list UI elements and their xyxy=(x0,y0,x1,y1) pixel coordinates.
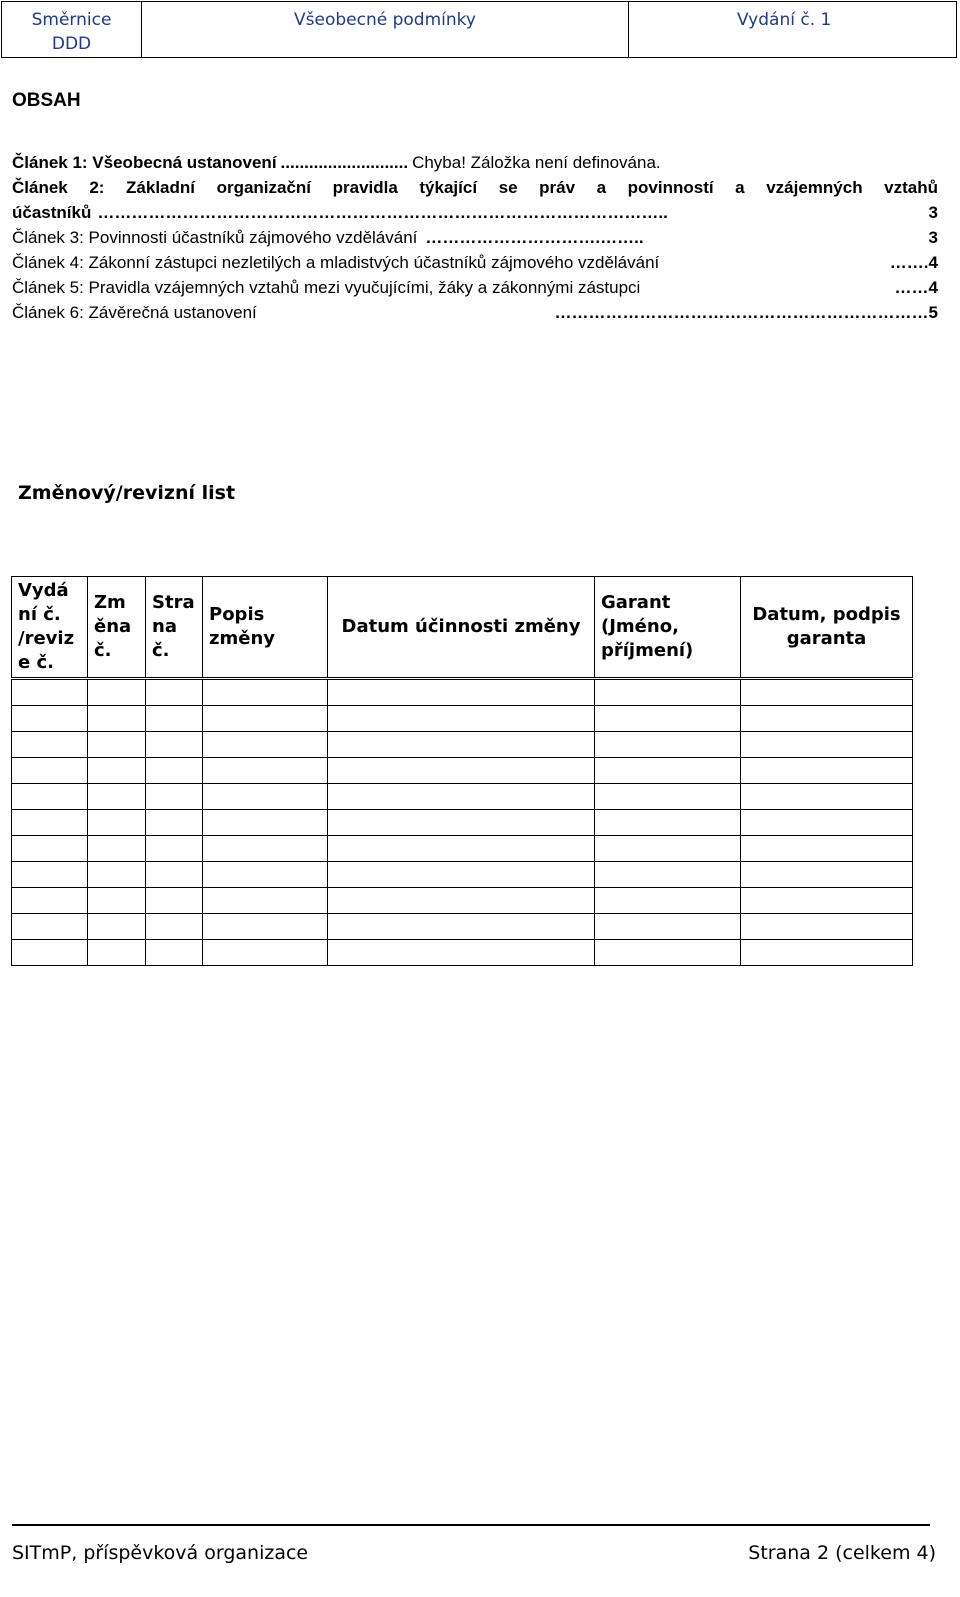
table-row xyxy=(12,862,913,888)
table-cell[interactable] xyxy=(328,862,595,888)
table-cell[interactable] xyxy=(146,914,203,940)
table-row xyxy=(12,784,913,810)
table-cell[interactable] xyxy=(595,810,741,836)
column-header-description: Popis změny xyxy=(203,577,328,679)
toc-item-1-text: Článek 1: Všeobecná ustanovení xyxy=(12,153,277,172)
header-document-type-line1: Směrnice xyxy=(31,10,112,30)
table-cell[interactable] xyxy=(146,706,203,732)
toc-item-4-leader: ……. xyxy=(889,253,929,272)
toc-item-4-page: 4 xyxy=(928,253,938,272)
column-header-guarantor: Garant (Jméno, příjmení) xyxy=(595,577,741,679)
table-cell[interactable] xyxy=(595,940,741,966)
table-cell[interactable] xyxy=(203,810,328,836)
page-header xyxy=(1,1,957,58)
toc-item-5[interactable] xyxy=(12,275,938,300)
table-cell[interactable] xyxy=(146,784,203,810)
table-cell[interactable] xyxy=(741,836,913,862)
toc-item-3[interactable] xyxy=(12,225,938,250)
table-row xyxy=(12,758,913,784)
table-cell[interactable] xyxy=(88,940,146,966)
table-row xyxy=(12,679,913,706)
table-row xyxy=(12,732,913,758)
toc-item-5-text: Článek 5: Pravidla vzájemných vztahů mezi vyučujícími, žáky a zákonnými zástupci xyxy=(12,278,641,297)
toc-item-6-page: 5 xyxy=(928,303,938,322)
table-cell[interactable] xyxy=(12,940,88,966)
table-cell[interactable] xyxy=(595,732,741,758)
table-cell[interactable] xyxy=(12,706,88,732)
column-header-signature: Datum, podpis garanta xyxy=(741,577,913,679)
table-cell[interactable] xyxy=(741,784,913,810)
column-header-change: Zm ěna č. xyxy=(88,577,146,679)
toc-item-6[interactable] xyxy=(12,300,938,325)
table-row xyxy=(12,940,913,966)
table-cell[interactable] xyxy=(88,758,146,784)
table-cell[interactable] xyxy=(146,732,203,758)
table-cell[interactable] xyxy=(12,784,88,810)
table-cell[interactable] xyxy=(203,732,328,758)
footer-divider xyxy=(12,1524,930,1526)
toc-item-4-text: Článek 4: Zákonní zástupci nezletilých a mladistvých účastníků zájmového vzdělávání xyxy=(12,253,660,272)
table-cell[interactable] xyxy=(595,679,741,706)
table-cell[interactable] xyxy=(741,914,913,940)
table-cell[interactable] xyxy=(328,836,595,862)
toc-item-5-leader: …… xyxy=(894,278,929,297)
footer-organization: SITmP, příspěvková organizace xyxy=(12,1542,309,1564)
toc-item-3-page: 3 xyxy=(928,228,938,247)
table-cell[interactable] xyxy=(88,706,146,732)
table-cell[interactable] xyxy=(595,758,741,784)
table-row xyxy=(12,810,913,836)
table-cell[interactable] xyxy=(88,810,146,836)
column-header-effective-date: Datum účinnosti změny xyxy=(328,577,595,679)
toc-item-2[interactable] xyxy=(12,175,938,200)
table-cell[interactable] xyxy=(146,810,203,836)
table-cell[interactable] xyxy=(203,758,328,784)
table-row xyxy=(12,706,913,732)
table-cell[interactable] xyxy=(595,862,741,888)
table-cell[interactable] xyxy=(12,810,88,836)
table-cell[interactable] xyxy=(741,732,913,758)
toc-item-3-leader: ………………………….…….. xyxy=(425,228,644,247)
table-cell[interactable] xyxy=(595,836,741,862)
table-cell[interactable] xyxy=(12,888,88,914)
revision-table xyxy=(11,576,913,966)
table-cell[interactable] xyxy=(741,706,913,732)
toc-heading: OBSAH xyxy=(12,90,81,111)
toc-item-5-page: 4 xyxy=(928,278,938,297)
revision-table-header-row xyxy=(12,577,913,679)
table-cell[interactable] xyxy=(88,784,146,810)
table-cell[interactable] xyxy=(88,679,146,706)
toc-item-2-cont[interactable] xyxy=(12,200,938,225)
table-cell[interactable] xyxy=(88,836,146,862)
table-cell[interactable] xyxy=(88,862,146,888)
table-cell[interactable] xyxy=(328,940,595,966)
table-cell[interactable] xyxy=(12,758,88,784)
header-document-type-line2: DDD xyxy=(51,34,92,54)
header-document-title: Všeobecné podmínky xyxy=(142,2,629,57)
revision-list-heading: Změnový/revizní list xyxy=(18,482,236,504)
toc-item-1-leader: ........................... xyxy=(280,153,409,172)
table-cell[interactable] xyxy=(203,940,328,966)
header-edition: Vydání č. 1 xyxy=(737,10,832,30)
table-cell[interactable] xyxy=(203,679,328,706)
table-cell[interactable] xyxy=(595,888,741,914)
table-cell[interactable] xyxy=(328,679,595,706)
table-cell[interactable] xyxy=(328,888,595,914)
toc-item-1[interactable] xyxy=(12,150,938,175)
toc-item-6-text: Článek 6: Závěrečná ustanovení xyxy=(12,303,257,322)
table-cell[interactable] xyxy=(12,914,88,940)
table-cell[interactable] xyxy=(146,888,203,914)
table-cell[interactable] xyxy=(88,888,146,914)
toc-item-6-leader: ………………………………………………………… xyxy=(554,303,929,322)
table-cell[interactable] xyxy=(203,784,328,810)
table-cell[interactable] xyxy=(328,914,595,940)
toc-item-2-text: Článek 2: Základní organizační pravidla týkající se práv a povinností a vzájemných vztahů xyxy=(12,178,938,197)
toc-item-3-text: Článek 3: Povinnosti účastníků zájmového vzdělávání xyxy=(12,228,418,247)
table-cell[interactable] xyxy=(146,679,203,706)
table-cell[interactable] xyxy=(328,784,595,810)
table-cell[interactable] xyxy=(595,784,741,810)
table-cell[interactable] xyxy=(328,732,595,758)
column-header-edition: Vydá ní č. /reviz e č. xyxy=(12,577,88,679)
table-of-contents xyxy=(12,150,938,325)
table-cell[interactable] xyxy=(741,679,913,706)
table-cell[interactable] xyxy=(203,862,328,888)
table-cell[interactable] xyxy=(741,940,913,966)
table-cell[interactable] xyxy=(12,679,88,706)
toc-item-2-leader: ……………………………………………………………………………………….. xyxy=(97,203,668,222)
table-cell[interactable] xyxy=(741,758,913,784)
table-cell[interactable] xyxy=(12,862,88,888)
table-cell[interactable] xyxy=(12,732,88,758)
table-cell[interactable] xyxy=(203,706,328,732)
table-cell[interactable] xyxy=(146,836,203,862)
table-cell[interactable] xyxy=(203,888,328,914)
footer-page-number: Strana 2 (celkem 4) xyxy=(748,1542,936,1564)
table-cell[interactable] xyxy=(595,914,741,940)
table-cell[interactable] xyxy=(328,706,595,732)
table-cell[interactable] xyxy=(328,758,595,784)
toc-item-1-page: Chyba! Záložka není definována. xyxy=(412,153,661,172)
table-cell[interactable] xyxy=(88,914,146,940)
header-document-type xyxy=(2,2,142,57)
table-cell[interactable] xyxy=(146,940,203,966)
toc-item-2-text-cont: účastníků xyxy=(12,203,92,222)
table-cell[interactable] xyxy=(328,810,595,836)
table-row xyxy=(12,836,913,862)
table-cell[interactable] xyxy=(741,888,913,914)
table-cell[interactable] xyxy=(741,810,913,836)
table-cell[interactable] xyxy=(88,732,146,758)
toc-item-4[interactable] xyxy=(12,250,938,275)
table-row xyxy=(12,914,913,940)
table-row xyxy=(12,888,913,914)
toc-item-2-page: 3 xyxy=(928,203,938,222)
column-header-page: Stra na č. xyxy=(146,577,203,679)
table-cell[interactable] xyxy=(146,758,203,784)
table-cell[interactable] xyxy=(741,862,913,888)
table-cell[interactable] xyxy=(12,836,88,862)
table-cell[interactable] xyxy=(146,862,203,888)
table-cell[interactable] xyxy=(595,706,741,732)
table-cell[interactable] xyxy=(203,914,328,940)
table-cell[interactable] xyxy=(203,836,328,862)
